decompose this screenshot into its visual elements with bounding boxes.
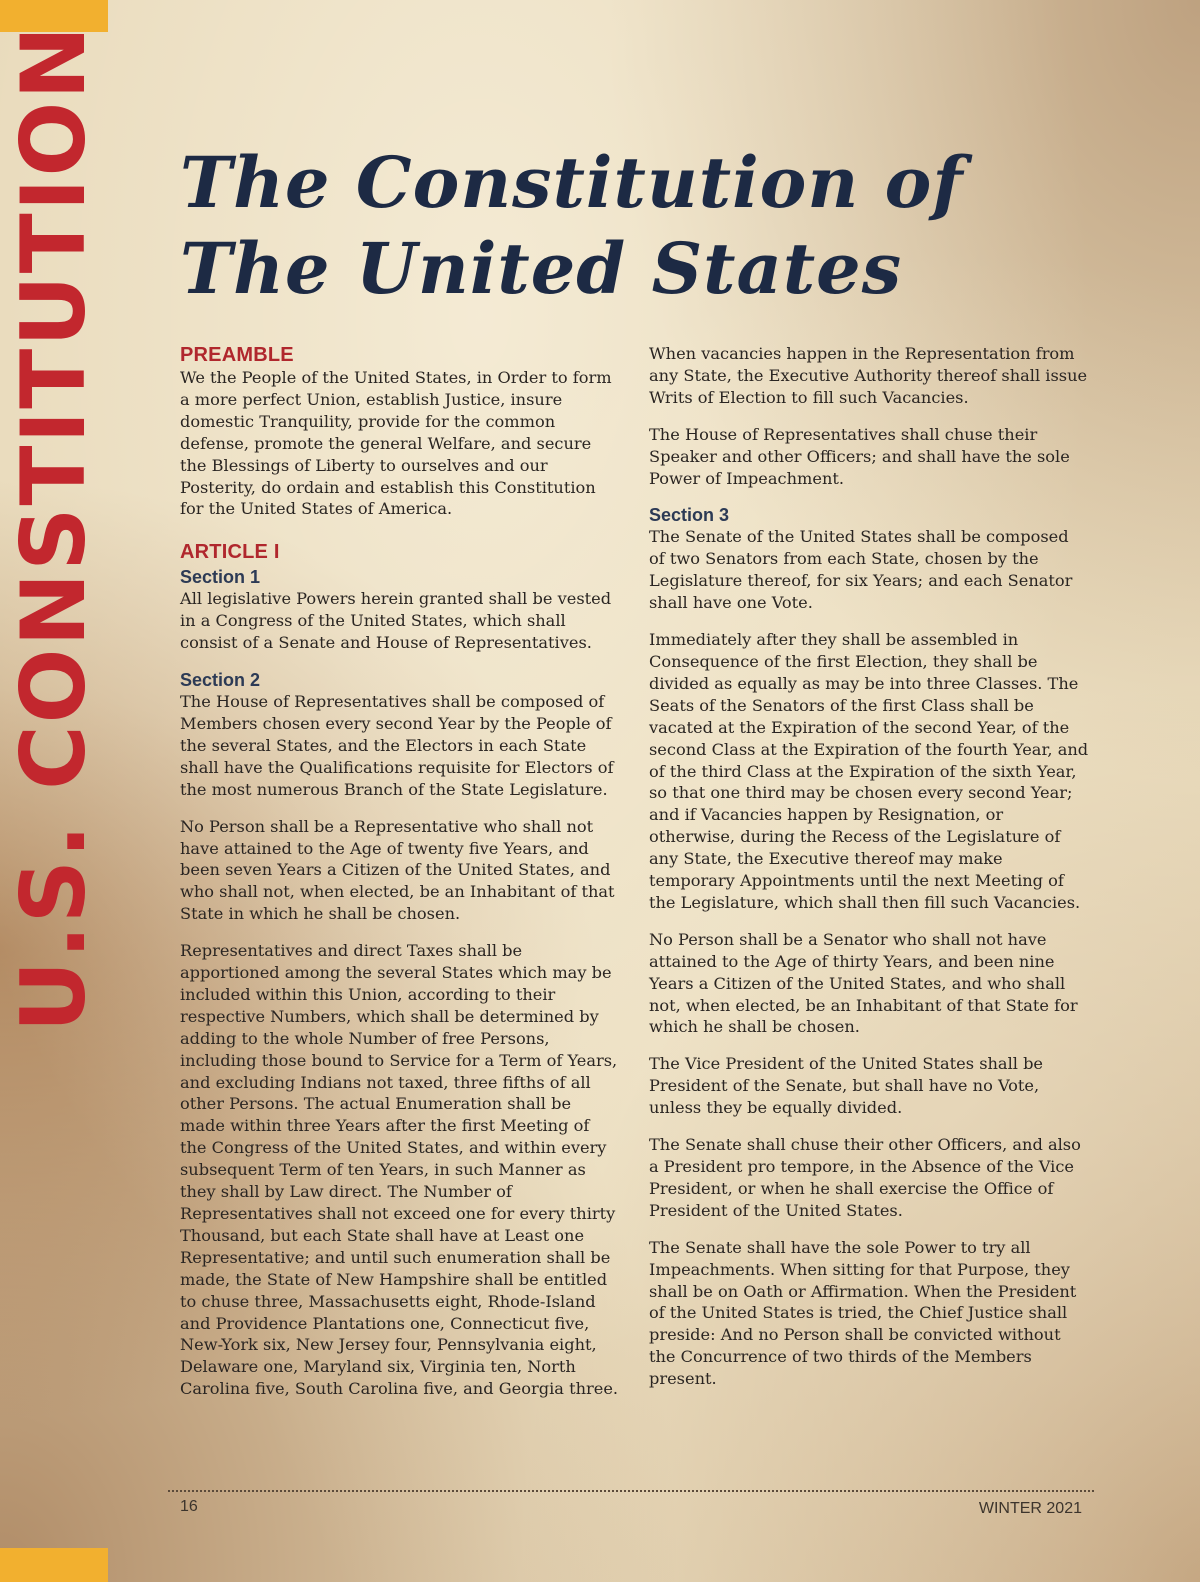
- section-1-text: All legislative Powers herein granted shall be vested in a Congress of the United States, which shall consist of a Senate and House of Representatives.: [180, 589, 612, 653]
- section-2-paragraph: Representatives and direct Taxes shall be apportioned among the several States which may be included within this Union, according to their respective Numbers, which shall be determined by adding to the whole Number of free Persons, including those bound to Service for a Term of Years, and excluding Indians not taxed, three fifths of all other Persons. The actual Enumeration shall be made within three Years after the first Meeting of the Congress of the United States, and within every subsequent Term of ten Years, in such Manner as they shall by Law direct. The Number of Representatives shall not exceed one for every thirty Thousand, but each State shall have at Least one Representative; and until such enumeration shall be made, the State of New Hampshire shall be entitled to chuse three, Massachusetts eight, Rhode-Island and Providence Plantations one, Connecticut five, New-York six, New Jersey four, Pennsylvania eight, Delaware one, Maryland six, Virginia ten, North Carolina five, South Carolina five, and Georgia three.: [180, 941, 619, 1399]
- section-3-paragraph: The Senate of the United States shall be composed of two Senators from each State, chosen by the Legislature thereof, for six Years; and each Senator shall have one Vote.: [649, 527, 1073, 613]
- section-2-paragraph: The House of Representatives shall chuse their Speaker and other Officers; and shall have the sole Power of Impeachment.: [649, 424, 1070, 488]
- section-3-paragraph: No Person shall be a Senator who shall not have attained to the Age of thirty Years, and been nine Years a Citizen of the United States, and who shall not, when elected, be an Inhabitant of that State for which he shall be chosen.: [649, 929, 1078, 1037]
- section-3-heading: Section 3: [649, 505, 730, 526]
- section-3-paragraph: Immediately after they shall be assembled in Consequence of the first Election, they shall be divided as equally as may be into three Classes. The Seats of the Senators of the first Class shall be vacated at the Expiration of the second Year, of the second Class at the Expiration of the fourth Year, and of the third Class at the Expiration of the sixth Year, so that one third may be chosen every second Year; and if Vacancies happen by Resignation, or otherwise, during the Recess of the Legislature of any State, the Executive thereof may make temporary Appointments until the next Meeting of the Legislature, which shall then fill such Vacancies.: [649, 630, 1089, 912]
- left-column: [180, 343, 620, 1415]
- section-2-paragraph: No Person shall be a Representative who shall not have attained to the Age of twenty five Years, and been seven Years a Citizen of the United States, and who shall not, when elected, be an Inhabitant of that State in which he shall be chosen.: [180, 816, 615, 924]
- preamble-heading: PREAMBLE: [180, 344, 294, 366]
- footer-divider: [168, 1490, 1094, 1492]
- vertical-section-label-text: U.S. CONSTITUTION: [2, 23, 106, 1032]
- page-title-line-2: The United States: [180, 227, 903, 310]
- issue-label: WINTER 2021: [978, 1500, 1082, 1517]
- page-title: [180, 140, 964, 312]
- section-3-paragraph: The Senate shall chuse their other Officers, and also a President pro tempore, in the Absence of the Vice President, or when he shall exercise the Office of President of the United States.: [649, 1135, 1081, 1220]
- page-title-line-1: The Constitution of: [180, 141, 964, 224]
- section-2-heading: Section 2: [180, 670, 261, 691]
- section-1-heading: Section 1: [180, 567, 261, 588]
- preamble-text: We the People of the United States, in Order to form a more perfect Union, establish Justice, insure domestic Tranquility, provide for the common defense, promote the general Welfare, and secure the Blessings of Liberty to ourselves and our Posterity, do ordain and establish this Constitution for the United States of America.: [180, 368, 612, 519]
- section-3-paragraph: The Vice President of the United States shall be President of the Senate, but shall have no Vote, unless they be equally divided.: [649, 1054, 1044, 1118]
- section-3-paragraph: The Senate shall have the sole Power to try all Impeachments. When sitting for that Purpose, they shall be on Oath or Affirmation. When the President of the United States is tried, the Chief Justice shall preside: And no Person shall be convicted without the Concurrence of two thirds of the Members present.: [649, 1237, 1077, 1389]
- right-column: [649, 343, 1089, 1405]
- section-2-paragraph: When vacancies happen in the Representation from any State, the Executive Authority thereof shall issue Writs of Election to fill such Vacancies.: [649, 344, 1088, 407]
- sidebar-accent-bottom: [0, 1548, 108, 1582]
- page-number: 16: [180, 1498, 198, 1515]
- vertical-section-label: [2, 23, 106, 1032]
- article-heading: ARTICLE I: [180, 541, 280, 564]
- section-2-paragraph: The House of Representatives shall be composed of Members chosen every second Year by the People of the several States, and the Electors in each State shall have the Qualifications requisite for Electors of the most numerous Branch of the State Legislature.: [180, 692, 614, 799]
